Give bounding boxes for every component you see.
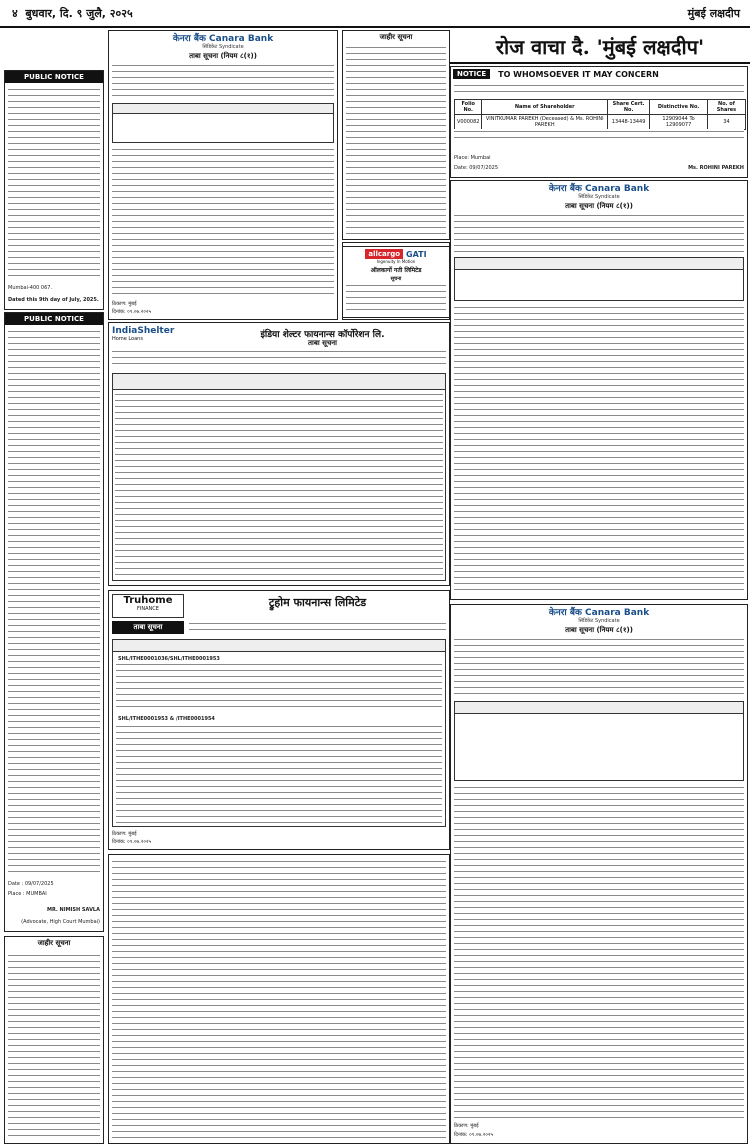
truhome-date: दिनांक: ०९.०७.२०२५ <box>112 838 152 845</box>
marathi-notice-left-title: जाहीर सूचना <box>37 939 71 947</box>
public-notice-2-title: PUBLIC NOTICE <box>5 313 103 325</box>
public-notice-1 <box>4 70 104 310</box>
canara-2-table <box>454 257 744 301</box>
truhome-table <box>112 639 446 827</box>
shares-value: 34 <box>707 115 745 130</box>
public-notice-1-date: Dated this 9th day of July, 2025. <box>8 296 99 303</box>
holder-value: VINITKUMAR PAREKH (Deceased) & Ms. ROHINI PAREKH <box>482 115 608 130</box>
allcargo-subtitle: सूचना <box>390 276 402 282</box>
canara-2-logo: केनरा बैंक Canara Bank सिंडिकेट Syndicate <box>548 184 650 200</box>
allcargo-gati-notice <box>342 324 343 325</box>
public-notice-1-title: PUBLIC NOTICE <box>5 71 103 83</box>
canara-3-table <box>454 701 744 781</box>
canara-3-logo: केनरा बैंक Canara Bank सिंडिकेट Syndicate <box>548 608 650 624</box>
banner-title: रोज वाचा दै. 'मुंबई लक्षदीप' <box>450 30 750 64</box>
folio-value: V000082 <box>455 115 482 130</box>
canara-3-date: दिनांक: ०९.०७.२०२५ <box>454 1131 494 1138</box>
allcargo-logo: allcargo GATI <box>343 247 449 259</box>
marathi-notice-left <box>4 936 104 1144</box>
allcargo-company: ऑलकार्गो गती लिमिटेड <box>370 267 422 274</box>
cert-value: 13448-13449 <box>608 115 650 130</box>
force-place: Place: Mumbai <box>454 154 491 161</box>
force-motors-notice <box>450 66 748 178</box>
dist-value: 12909044 To 12909077 <box>650 115 708 130</box>
indiashelter-table <box>112 373 446 581</box>
col-dist: Distinctive No. <box>650 100 708 115</box>
col-shares: No. of Shares <box>707 100 745 115</box>
public-notice-2-name: MR. NIMISH SAVLA <box>46 906 100 913</box>
force-share-table <box>454 99 746 130</box>
public-notice-2 <box>4 312 104 932</box>
bottom-center-notice <box>108 854 450 1144</box>
force-claimant: Ms. ROHINI PAREKH <box>688 164 744 171</box>
marathi-notice-center-title: जाहीर सूचना <box>379 33 413 41</box>
allcargo-tagline: Ingenuity In Motion <box>376 259 416 264</box>
truhome-loan-2: SHL/ITHE0001953 & /ITHE0001954 <box>118 716 215 722</box>
canara-3-title: ताबा सूचना (नियम ८(१)) <box>565 626 633 634</box>
canara-1-title: ताबा सूचना (नियम ८(१)) <box>189 52 257 60</box>
page-number-date: ४ बुधवार, दि. ९ जुलै, २०२५ <box>12 7 133 20</box>
force-date: Date: 09/07/2025 <box>454 164 499 171</box>
public-notice-2-place: Place : MUMBAI <box>8 890 47 897</box>
truhome-notice <box>108 590 450 850</box>
publication-name: मुंबई लक्षदीप <box>687 7 740 20</box>
truhome-place: ठिकाण: मुंबई <box>112 830 137 837</box>
public-notice-2-date: Date : 09/07/2025 <box>8 880 54 887</box>
force-notice-label: NOTICE <box>453 69 490 79</box>
public-notice-1-place: Mumbai-400 067. <box>8 284 53 291</box>
truhome-logo: Truhome FINANCE <box>112 594 184 618</box>
indiashelter-notice <box>108 322 450 586</box>
canara-1-place: ठिकाण: मुंबई <box>112 300 137 307</box>
truhome-title: ट्रुहोम फायनान्स लिमिटेड <box>268 596 367 609</box>
col-folio: Folio No. <box>455 100 482 115</box>
indiashelter-logo: IndiaShelter Home Loans <box>112 326 175 342</box>
canara-notice-1 <box>108 30 338 320</box>
canara-notice-2 <box>450 180 748 600</box>
canara-1-logo: केनरा बैंक Canara Bank सिंडिकेट Syndicate <box>172 34 274 50</box>
truhome-subtitle: ताबा सूचना <box>112 621 184 634</box>
col-cert: Share Cert. No. <box>608 100 650 115</box>
page-header <box>0 0 750 28</box>
allcargo-card <box>342 246 450 318</box>
marathi-notice-center <box>342 30 450 240</box>
truhome-loan-1: SHL/ITHE0001036/SHL/ITHE0001953 <box>118 656 220 662</box>
canara-1-date: दिनांक: ०९.०७.२०२५ <box>112 308 152 315</box>
public-notice-2-role: (Advocate, High Court Mumbai) <box>21 918 100 925</box>
canara-3-place: ठिकाण: मुंबई <box>454 1122 479 1129</box>
force-notice-subtitle: TO WHOMSOEVER IT MAY CONCERN <box>498 69 659 79</box>
canara-1-table <box>112 103 334 143</box>
indiashelter-title: इंडिया शेल्टर फायनान्स कॉर्पोरेशन लि. <box>260 330 385 340</box>
canara-2-title: ताबा सूचना (नियम ८(१)) <box>565 202 633 210</box>
col-name: Name of Shareholder <box>482 100 608 115</box>
indiashelter-subtitle: ताबा सूचना <box>308 339 337 347</box>
canara-notice-3 <box>450 604 748 1144</box>
